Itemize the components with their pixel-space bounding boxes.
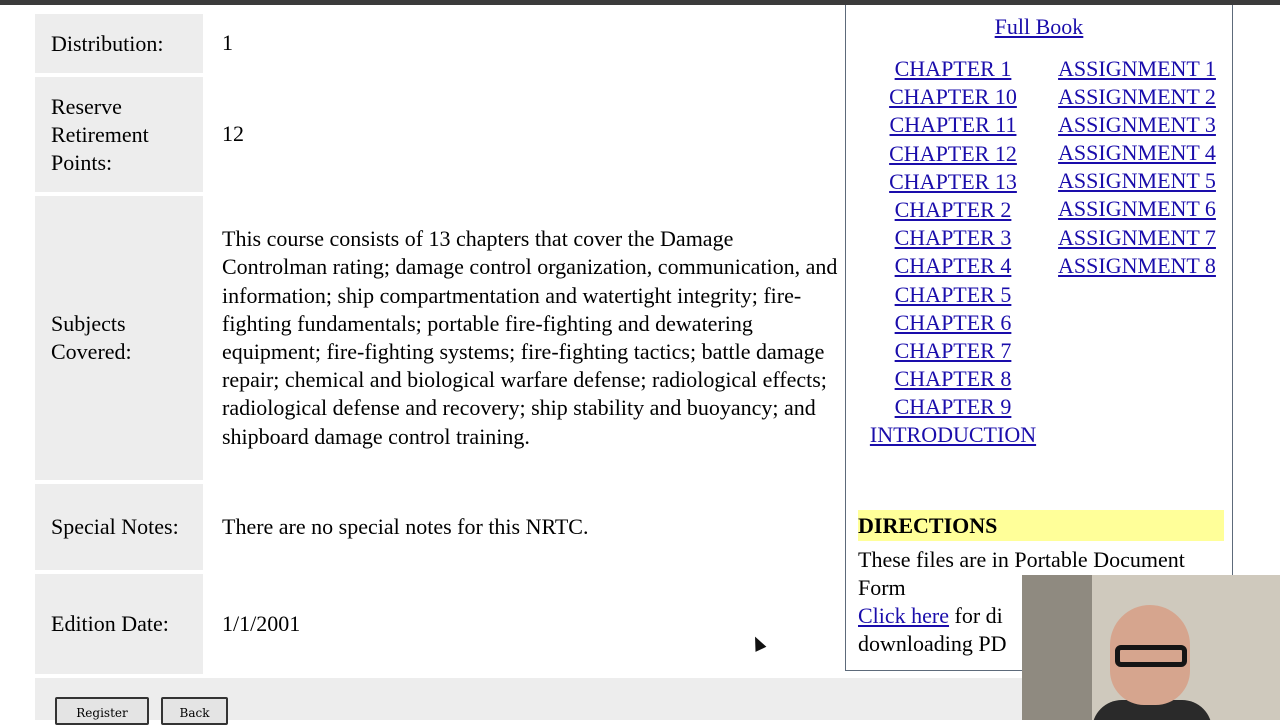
assignment-link[interactable]: ASSIGNMENT 1 (1058, 56, 1216, 81)
chapter-link[interactable]: CHAPTER 2 (894, 196, 1012, 222)
edition-date-value: 1/1/2001 (222, 610, 301, 636)
assignment-link[interactable]: ASSIGNMENT 2 (1058, 84, 1216, 110)
back-button[interactable]: Back (161, 697, 228, 725)
webcam-person-glasses (1115, 645, 1187, 667)
chapter-link[interactable]: CHAPTER 10 (889, 84, 1017, 110)
chapter-link[interactable]: CHAPTER 13 (889, 168, 1017, 194)
chapter-link[interactable]: CHAPTER 6 (894, 309, 1012, 335)
chapter-link[interactable]: CHAPTER 8 (894, 366, 1012, 392)
assignment-link[interactable]: ASSIGNMENT 6 (1058, 196, 1216, 222)
directions-text-2: for di (949, 603, 1003, 628)
assignment-link[interactable]: ASSIGNMENT 5 (1058, 168, 1216, 194)
row-subjects-covered (35, 196, 840, 480)
retirement-points-label: Reserve Retirement Points: (35, 77, 203, 192)
directions-heading: DIRECTIONS (858, 510, 1224, 541)
chapter-link[interactable]: CHAPTER 5 (894, 281, 1012, 307)
assignment-link[interactable]: ASSIGNMENT 4 (1058, 140, 1216, 166)
chapter-list (858, 55, 1048, 450)
webcam-background-door (1022, 575, 1092, 720)
subjects-covered-value: This course consists of 13 chapters that cover the Damage Controlman rating; damage control organization, communication, and information; ship compartmentation and watertight integrity; fire-fighting fundamentals; portable fire-fighting and dewatering equipment; fire-fighting systems; fire-fighting tactics; battle damage repair; chemical and biological warfare defense; radiological effects; radiological defense and recovery; ship stability and buoyancy; and shipboard damage control training. (222, 226, 838, 449)
assignment-list (1054, 55, 1220, 280)
subjects-covered-label: Subjects Covered: (35, 196, 203, 480)
downloads-panel (845, 5, 1233, 671)
assignment-link[interactable]: ASSIGNMENT 3 (1058, 112, 1216, 138)
edition-date-label: Edition Date: (35, 574, 203, 674)
assignment-link[interactable]: ASSIGNMENT 7 (1058, 224, 1216, 250)
chapter-link[interactable]: CHAPTER 12 (889, 140, 1017, 166)
distribution-label: Distribution: (35, 14, 203, 73)
row-retirement-points (35, 77, 840, 192)
chapter-link[interactable]: CHAPTER 1 (894, 56, 1012, 81)
row-edition-date (35, 574, 840, 674)
webcam-overlay (1022, 575, 1280, 720)
row-distribution (35, 14, 840, 73)
chapter-link[interactable]: CHAPTER 4 (894, 253, 1012, 279)
full-book-link-wrap (846, 13, 1232, 41)
special-notes-label: Special Notes: (35, 484, 203, 570)
row-special-notes (35, 484, 840, 570)
chapter-link[interactable]: CHAPTER 9 (894, 394, 1012, 420)
chapter-link[interactable]: CHAPTER 11 (889, 112, 1017, 138)
distribution-value: 1 (222, 30, 233, 56)
directions-text-3: downloading PD (858, 631, 1007, 656)
directions-text-1: These files are in Portable Document Form (858, 547, 1185, 600)
chapter-link[interactable]: CHAPTER 3 (894, 225, 1012, 251)
assignment-link[interactable]: ASSIGNMENT 8 (1058, 252, 1216, 278)
register-button[interactable]: Register (55, 697, 149, 725)
introduction-link[interactable]: INTRODUCTION (869, 422, 1037, 448)
click-here-link[interactable]: Click here (858, 603, 950, 628)
full-book-link[interactable]: Full Book (994, 14, 1084, 39)
retirement-points-value: 12 (222, 121, 244, 147)
chapter-link[interactable]: CHAPTER 7 (894, 337, 1012, 363)
special-notes-value: There are no special notes for this NRTC. (222, 513, 589, 539)
